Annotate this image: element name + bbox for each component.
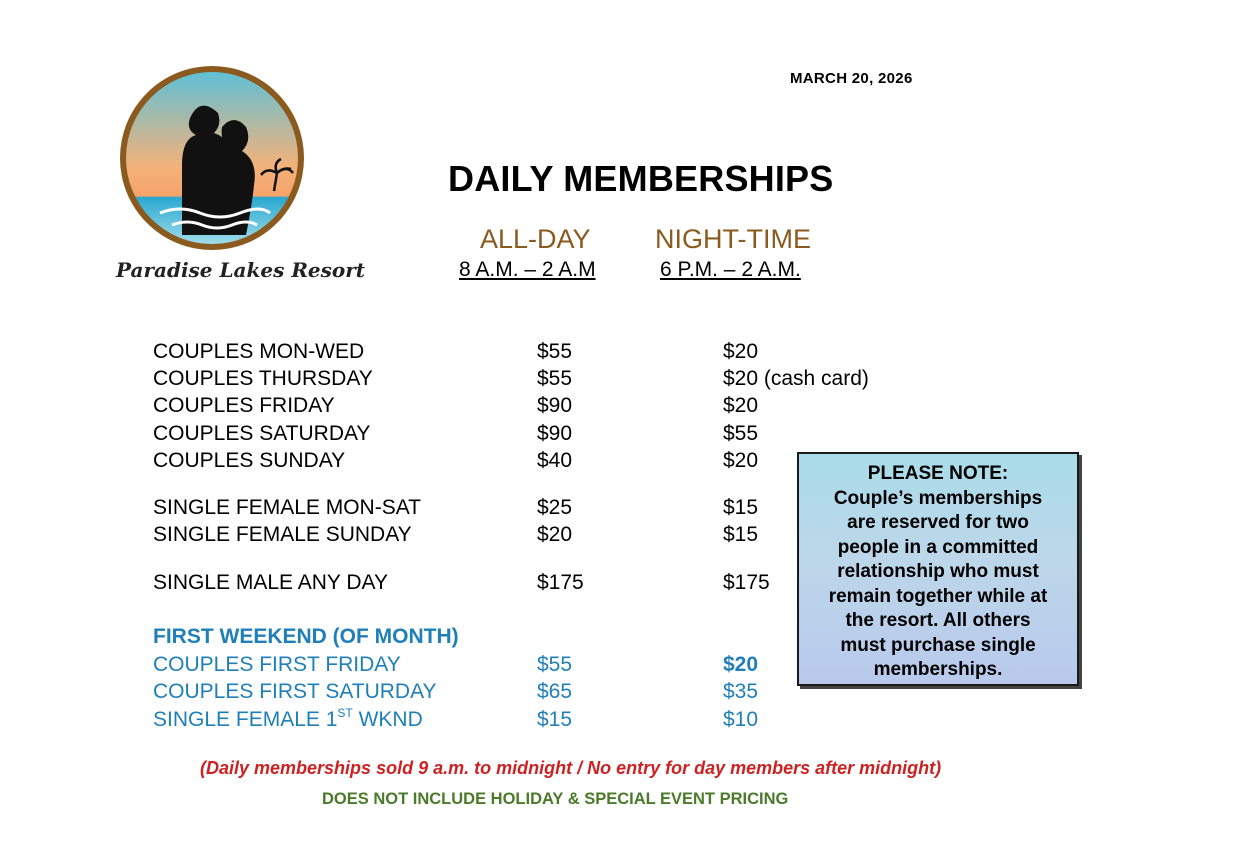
- page-title: DAILY MEMBERSHIPS: [448, 158, 834, 199]
- night-price: $15: [723, 496, 759, 519]
- night-price: $20: [723, 653, 759, 676]
- pricing-disclaimer: DOES NOT INCLUDE HOLIDAY & SPECIAL EVENT PRICING: [322, 790, 789, 808]
- night-price: $10: [723, 708, 759, 731]
- night-price: $55: [723, 422, 759, 445]
- row-label: COUPLES FRIDAY: [153, 394, 335, 417]
- allday-hours: 8 A.M. – 2 A.M: [459, 258, 596, 281]
- row-label: COUPLES MON-WED: [153, 340, 365, 363]
- night-price: $20: [723, 449, 759, 472]
- note-line: people in a committed: [837, 536, 1039, 558]
- row-label-superscript: ST: [337, 706, 353, 720]
- row-label: SINGLE FEMALE MON-SAT: [153, 496, 421, 519]
- resort-logo: [112, 63, 312, 253]
- note-line: Couple’s memberships: [833, 487, 1043, 509]
- allday-price: $25: [537, 496, 573, 519]
- night-price: $35: [723, 680, 759, 703]
- night-column-heading: NIGHT-TIME: [655, 224, 811, 254]
- please-note-box: [797, 452, 1079, 686]
- note-line: memberships.: [873, 659, 1003, 680]
- logo-wordmark: Paradise Lakes Resort: [116, 258, 366, 282]
- price-row: [0, 422, 1240, 450]
- price-row: [0, 394, 1240, 422]
- row-label: SINGLE MALE ANY DAY: [153, 571, 388, 594]
- allday-column-heading: ALL-DAY: [480, 224, 591, 254]
- allday-price: $55: [537, 367, 573, 390]
- row-label: COUPLES SATURDAY: [153, 422, 371, 445]
- allday-price: $175: [537, 571, 584, 594]
- note-line: are reserved for two: [847, 512, 1029, 533]
- allday-price: $40: [537, 449, 573, 472]
- sales-hours-footnote: (Daily memberships sold 9 a.m. to midnight / No entry for day members after midnight): [200, 758, 942, 778]
- allday-price: $55: [537, 653, 573, 676]
- first-weekend-heading: FIRST WEEKEND (OF MONTH): [153, 625, 459, 648]
- allday-price: $90: [537, 394, 573, 417]
- night-price: $15: [723, 523, 759, 546]
- document-date: MARCH 20, 2026: [790, 70, 913, 87]
- allday-price: $65: [537, 680, 573, 703]
- allday-price: $90: [537, 422, 573, 445]
- price-row: [0, 340, 1240, 368]
- night-price: $20: [723, 340, 759, 363]
- price-row: [0, 708, 1240, 736]
- allday-price: $20: [537, 523, 573, 546]
- row-label: COUPLES THURSDAY: [153, 367, 373, 390]
- allday-price: $15: [537, 708, 573, 731]
- row-label: SINGLE FEMALE SUNDAY: [153, 523, 412, 546]
- row-label: COUPLES FIRST SATURDAY: [153, 680, 437, 703]
- row-label: [153, 708, 423, 732]
- row-label: COUPLES SUNDAY: [153, 449, 346, 472]
- row-label-tail: WKND: [352, 708, 423, 731]
- note-line: the resort. All others: [845, 610, 1031, 631]
- row-label: COUPLES FIRST FRIDAY: [153, 653, 401, 676]
- row-label-main: SINGLE FEMALE 1: [153, 708, 338, 731]
- price-row: [0, 367, 1240, 395]
- night-price: $20: [723, 394, 759, 417]
- allday-price: $55: [537, 340, 573, 363]
- night-price: $175: [723, 571, 770, 594]
- night-hours: 6 P.M. – 2 A.M.: [660, 258, 801, 281]
- night-price: $20 (cash card): [723, 367, 869, 390]
- note-heading: PLEASE NOTE:: [867, 463, 1009, 484]
- note-line: must purchase single: [840, 634, 1036, 656]
- note-line: relationship who must: [837, 561, 1039, 582]
- note-line: remain together while at: [828, 585, 1048, 607]
